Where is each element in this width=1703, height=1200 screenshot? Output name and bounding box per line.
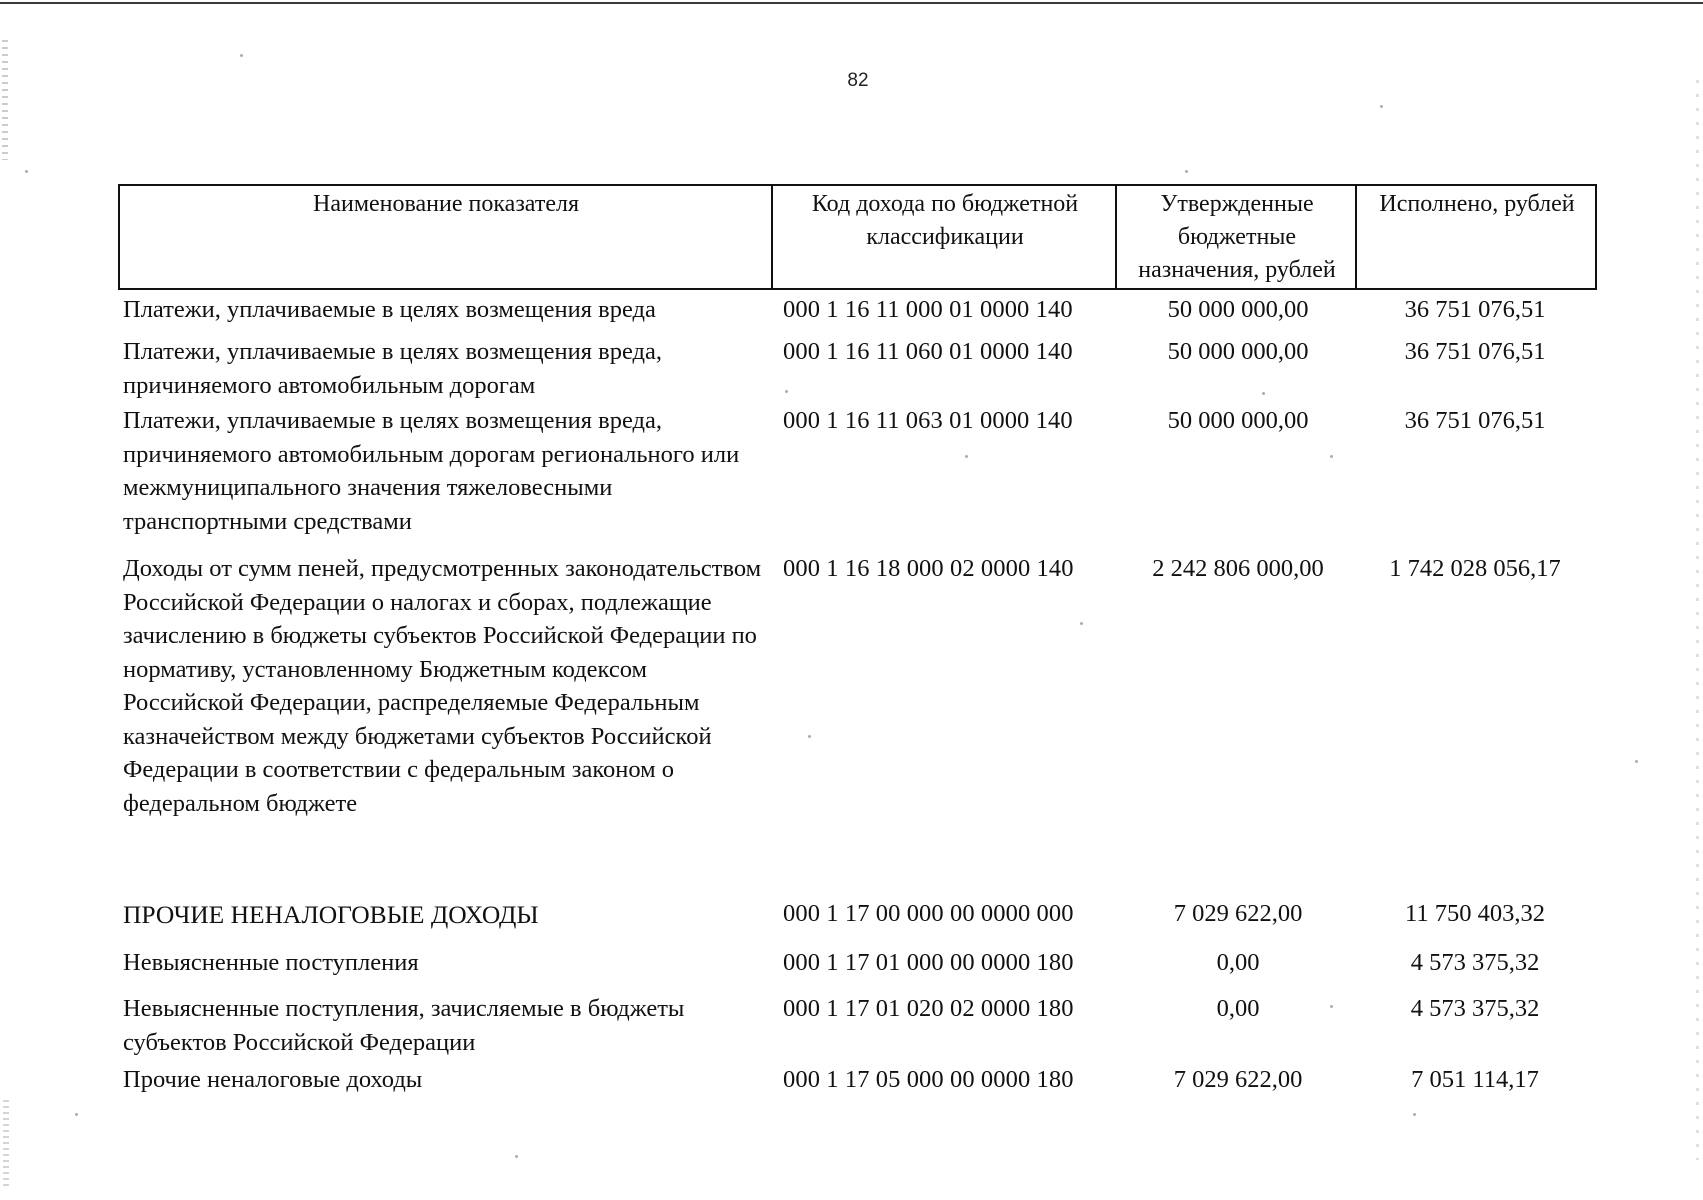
row-code: 000 1 17 01 020 02 0000 180 [783, 995, 1074, 1022]
row-name: Невыясненные поступления, зачисляемые в бюджеты субъектов Российской Федерации [123, 995, 691, 1056]
row-executed: 1 742 028 056,17 [1389, 555, 1561, 582]
row-code: 000 1 16 11 000 01 0000 140 [783, 296, 1073, 323]
scan-speck [1413, 1113, 1416, 1116]
row-executed: 4 573 375,32 [1410, 995, 1540, 1022]
row-executed: 7 051 114,17 [1411, 1066, 1539, 1093]
scan-speck [1185, 170, 1188, 173]
row-approved: 7 029 622,00 [1173, 900, 1303, 927]
scan-speck [240, 54, 243, 57]
scan-speck [965, 455, 968, 458]
header-code: Код дохода по бюджетной классификации [811, 191, 1079, 250]
row-approved: 0,00 [1216, 995, 1260, 1022]
scan-speck [1080, 622, 1083, 625]
scan-speck [808, 735, 811, 738]
row-name: Прочие неналоговые доходы [123, 1066, 423, 1093]
scan-speck [785, 390, 788, 393]
row-executed: 36 751 076,51 [1404, 296, 1546, 323]
row-approved: 0,00 [1216, 949, 1260, 976]
scan-speck [1330, 455, 1333, 458]
scan-speck [25, 170, 28, 173]
row-code: 000 1 16 11 060 01 0000 140 [783, 338, 1073, 365]
row-approved: 7 029 622,00 [1173, 1066, 1303, 1093]
row-code: 000 1 16 18 000 02 0000 140 [783, 555, 1074, 582]
top-rule [0, 2, 1703, 4]
scan-artifact [2, 40, 8, 160]
row-approved: 50 000 000,00 [1167, 338, 1309, 365]
header-divider [771, 184, 773, 290]
row-code: 000 1 17 05 000 00 0000 180 [783, 1066, 1074, 1093]
scan-speck [1330, 1005, 1333, 1008]
row-code: 000 1 16 11 063 01 0000 140 [783, 407, 1073, 434]
row-name: Невыясненные поступления [123, 949, 419, 976]
row-name: Платежи, уплачиваемые в целях возмещения вреда, причиняемого автомобильным дорогам [123, 338, 669, 399]
row-name: Доходы от сумм пеней, предусмотренных законодательством Российской Федерации о налогах и сборах, подлежащие зачислению в бюджеты субъектов Российской Федерации по нормативу, установленному Бюджетным кодексом Российской Федерации, распределяемые Федеральным казначейством между бюджетами субъектов Российской Федерации в соответствии с федеральным законом о федеральном бюджете [123, 555, 768, 817]
header-divider [1355, 184, 1357, 290]
page-number: 82 [847, 70, 869, 91]
header-executed: Исполнено, рублей [1379, 191, 1575, 217]
scan-speck [1635, 760, 1638, 763]
scan-artifact [1696, 80, 1699, 1160]
scan-speck [1380, 105, 1383, 108]
row-executed: 36 751 076,51 [1404, 407, 1546, 434]
row-name: Платежи, уплачиваемые в целях возмещения вреда [123, 296, 656, 323]
row-approved: 50 000 000,00 [1167, 407, 1309, 434]
header-approved: Утвержденные бюджетные назначения, рублей [1138, 191, 1336, 283]
header-divider [1115, 184, 1117, 290]
row-name: Платежи, уплачиваемые в целях возмещения вреда, причиняемого автомобильным дорогам регионального или межмуниципального значения тяжеловесными транспортными средствами [123, 407, 746, 535]
scan-speck [515, 1155, 518, 1158]
row-executed: 36 751 076,51 [1404, 338, 1546, 365]
row-code: 000 1 17 01 000 00 0000 180 [783, 949, 1074, 976]
row-approved: 50 000 000,00 [1167, 296, 1309, 323]
row-name: ПРОЧИЕ НЕНАЛОГОВЫЕ ДОХОДЫ [123, 900, 539, 929]
row-approved: 2 242 806 000,00 [1152, 555, 1324, 582]
row-executed: 4 573 375,32 [1410, 949, 1540, 976]
scan-speck [75, 1113, 78, 1116]
scan-speck [1262, 392, 1265, 395]
row-executed: 11 750 403,32 [1405, 900, 1545, 927]
row-code: 000 1 17 00 000 00 0000 000 [783, 900, 1074, 927]
scan-artifact [3, 1100, 9, 1190]
header-name: Наименование показателя [313, 191, 579, 217]
